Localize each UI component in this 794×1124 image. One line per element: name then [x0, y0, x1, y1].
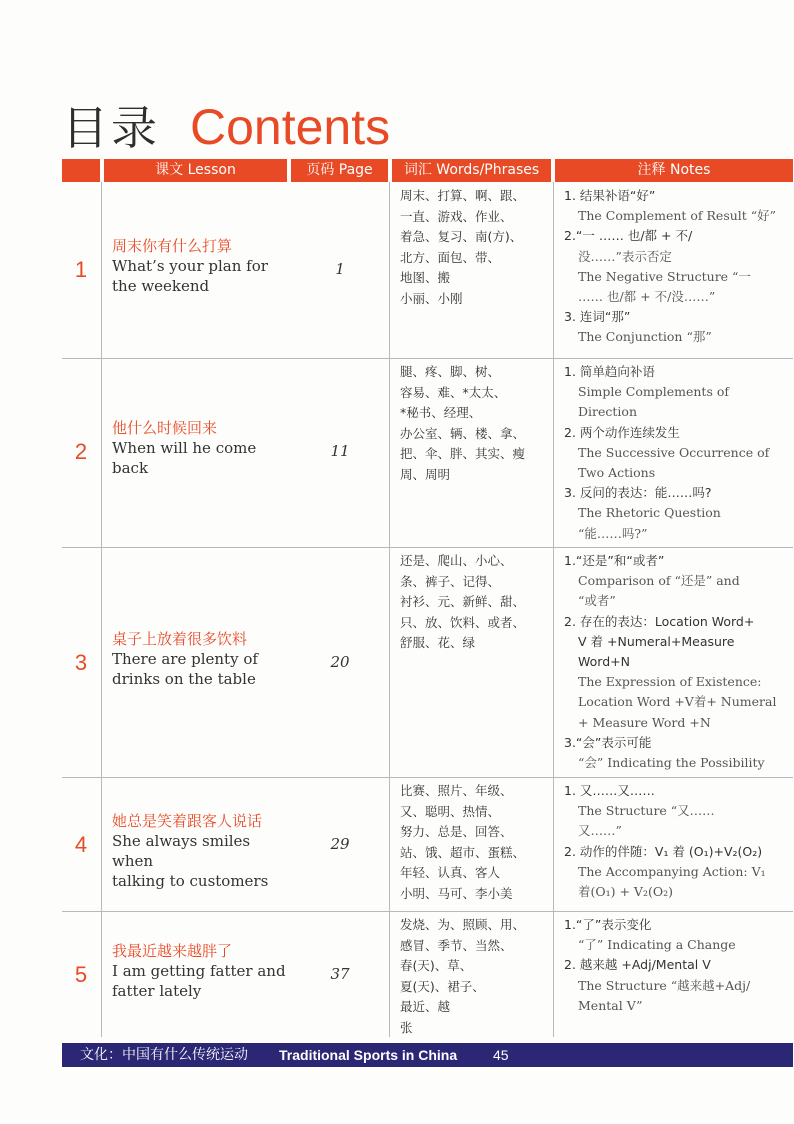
lesson-title-en: I am getting fatter and	[112, 962, 286, 980]
column-divider	[101, 182, 102, 1037]
vocabulary-line: 着急、复习、南(方)、	[400, 229, 523, 244]
vocabulary-line: 努力、总是、回答、	[400, 824, 513, 839]
header-lesson: 课文 Lesson	[104, 159, 287, 182]
vocabulary-line: 办公室、辆、楼、拿、	[400, 425, 526, 441]
lesson-title[interactable]	[112, 811, 287, 891]
lesson-number: 1	[74, 257, 88, 282]
note-heading: 2. 两个动作连续发生	[564, 424, 680, 440]
vocabulary-line: 小明、马可、李小美	[400, 885, 513, 901]
note-english: “或者”	[578, 593, 616, 609]
note-english: The Rhetoric Question	[578, 505, 721, 521]
note-english: 又……”	[578, 823, 622, 839]
header-words: 词汇 Words/Phrases	[392, 159, 551, 182]
note-english: The Accompanying Action: V₁	[578, 863, 766, 879]
note-english: 着(O₁) + V₂(O₂)	[578, 884, 673, 900]
lesson-title[interactable]	[112, 629, 287, 689]
footer-culture-zh: 文化：中国有什么传统运动	[80, 1047, 248, 1063]
vocabulary-line: 只、放、饮料、或者、	[400, 614, 526, 630]
lesson-page-number[interactable]: 1	[335, 260, 345, 278]
vocabulary-line: 感冒、季节、当然、	[400, 937, 513, 953]
lesson-title-zh: 他什么时候回来	[112, 419, 218, 437]
footer-page: 45	[493, 1047, 509, 1063]
vocabulary-line: 站、饿、超市、蛋糕、	[400, 844, 526, 860]
header-page: 页码 Page	[291, 159, 388, 182]
notes-list	[564, 362, 792, 544]
note-english: 没……”表示否定	[578, 248, 672, 264]
note-english: The Structure “又……	[578, 803, 715, 819]
note-heading: 1. 又……又……	[564, 783, 655, 798]
vocabulary-line: 容易、难、*太太、	[400, 384, 507, 400]
lesson-title-zh: 她总是笑着跟客人说话	[112, 812, 263, 830]
vocabulary-line: 地图、搬	[400, 270, 451, 285]
lesson-title-en: talking to customers	[112, 872, 269, 890]
note-heading: 1. 结果补语“好”	[564, 188, 656, 203]
note-heading: 3. 连词“那”	[564, 309, 631, 325]
lesson-title-en: drinks on the table	[112, 670, 256, 688]
vocabulary-line: 年轻、认真、客人	[400, 865, 501, 880]
vocabulary-line: 还是、爬山、小心、	[400, 553, 513, 568]
vocabulary-list	[400, 551, 552, 654]
lesson-page-number[interactable]: 29	[330, 835, 350, 853]
vocabulary-line: 最近、越	[400, 999, 451, 1014]
vocabulary-line: 条、裤子、记得、	[400, 573, 501, 589]
lesson-title-en: She always smiles when	[112, 832, 251, 870]
vocabulary-list	[400, 781, 552, 904]
notes-list	[564, 915, 792, 1016]
lesson-title-en: back	[112, 459, 149, 477]
title-en: Contents	[190, 99, 391, 155]
vocabulary-line: 周末、打算、啊、跟、	[400, 188, 526, 203]
note-heading: 2. 存在的表达：Location Word+	[564, 613, 755, 629]
note-heading: 1.“了”表示变化	[564, 917, 652, 932]
lesson-title-en: the weekend	[112, 277, 210, 295]
vocabulary-line: 北方、面包、带、	[400, 249, 501, 265]
note-heading: 2. 动作的伴随：V₁ 着 (O₁)+V₂(O₂)	[564, 843, 763, 859]
column-divider	[553, 182, 554, 1037]
footer-culture-bar	[62, 1043, 793, 1067]
vocabulary-line: 又、聪明、热情、	[400, 803, 501, 819]
lesson-title[interactable]	[112, 236, 287, 296]
vocabulary-line: 腿、疼、脚、树、	[400, 364, 501, 379]
lesson-title-en: What’s your plan for	[112, 257, 268, 275]
note-english: Comparison of “还是” and	[578, 573, 740, 589]
note-english: Location Word +V着+ Numeral	[578, 694, 777, 710]
row-divider	[62, 547, 793, 548]
note-heading: 1. 简单趋向补语	[564, 364, 655, 379]
vocabulary-line: *秘书、经理、	[400, 405, 482, 420]
note-english: “了” Indicating a Change	[578, 937, 736, 953]
lesson-title-zh: 我最近越来越胖了	[112, 942, 233, 960]
notes-list	[564, 186, 792, 348]
lesson-page-number[interactable]: 37	[330, 965, 350, 983]
lesson-page-number[interactable]: 11	[330, 442, 350, 460]
notes-list	[564, 781, 792, 902]
vocabulary-line: 发烧、为、照顾、用、	[400, 917, 526, 932]
note-english: The Expression of Existence:	[578, 674, 762, 690]
lesson-number: 3	[74, 650, 88, 675]
note-heading: 2.“一 …… 也/都 + 不/	[564, 228, 693, 244]
note-english: Simple Complements of	[578, 384, 729, 400]
note-heading: 3. 反问的表达：能……吗?	[564, 485, 712, 501]
note-heading: 3.“会”表示可能	[564, 734, 652, 750]
note-english: The Negative Structure “一	[578, 268, 751, 284]
vocabulary-line: 春(天)、草、	[400, 958, 473, 973]
row-divider	[62, 777, 793, 778]
vocabulary-line: 周、周明	[400, 466, 451, 482]
note-english: Mental V”	[578, 997, 643, 1013]
lesson-title[interactable]	[112, 418, 287, 478]
lesson-page-number[interactable]: 20	[330, 653, 350, 671]
note-heading: Word+N	[578, 654, 630, 670]
vocabulary-line: 衬衫、元、新鲜、甜、	[400, 594, 526, 609]
footer-culture-en: Traditional Sports in China	[279, 1047, 458, 1063]
lesson-title-en: There are plenty of	[112, 650, 258, 668]
note-english: Direction	[578, 404, 637, 420]
note-english: The Structure “越来越+Adj/	[578, 977, 751, 993]
vocabulary-list	[400, 915, 552, 1038]
column-divider	[389, 182, 390, 1037]
header-number-cell	[62, 159, 100, 182]
header-notes: 注释 Notes	[555, 159, 793, 182]
vocabulary-line: 张	[400, 1019, 413, 1035]
notes-list	[564, 551, 792, 773]
lesson-title-en: When will he come	[112, 439, 257, 457]
vocabulary-line: 小丽、小刚	[400, 290, 463, 306]
note-english: Two Actions	[578, 465, 656, 481]
lesson-title-zh: 周末你有什么打算	[112, 237, 233, 255]
vocabulary-line: 舒服、花、绿	[400, 635, 476, 650]
vocabulary-line: 把、伞、胖、其实、瘦	[400, 446, 526, 461]
row-divider	[62, 911, 793, 912]
lesson-title[interactable]	[112, 941, 287, 1001]
note-english: + Measure Word +N	[578, 714, 711, 730]
title-zh: 目录	[62, 101, 160, 155]
note-english: “会” Indicating the Possibility	[578, 755, 765, 771]
lesson-title-en: fatter lately	[112, 982, 202, 1000]
note-heading: 2. 越来越 +Adj/Mental V	[564, 957, 711, 973]
note-heading: 1.“还是”和“或者”	[564, 553, 665, 568]
row-divider	[62, 358, 793, 359]
vocabulary-line: 夏(天)、裙子、	[400, 978, 485, 994]
note-english: “能……吗?”	[578, 525, 648, 541]
vocabulary-list	[400, 186, 552, 309]
vocabulary-line: 比赛、照片、年级、	[400, 783, 513, 798]
lesson-number: 5	[74, 962, 88, 987]
note-english: The Successive Occurrence of	[578, 444, 770, 460]
vocabulary-list	[400, 362, 552, 485]
lesson-number: 4	[74, 832, 88, 857]
note-english: …… 也/都 + 不/没……”	[578, 289, 716, 305]
lesson-title-zh: 桌子上放着很多饮料	[112, 630, 248, 648]
lesson-number: 2	[74, 439, 88, 464]
page-title	[62, 92, 391, 155]
note-english: The Complement of Result “好”	[578, 208, 777, 224]
note-heading: V 着 +Numeral+Measure	[578, 633, 735, 649]
vocabulary-line: 一直、游戏、作业、	[400, 208, 513, 224]
note-english: The Conjunction “那”	[578, 329, 712, 345]
